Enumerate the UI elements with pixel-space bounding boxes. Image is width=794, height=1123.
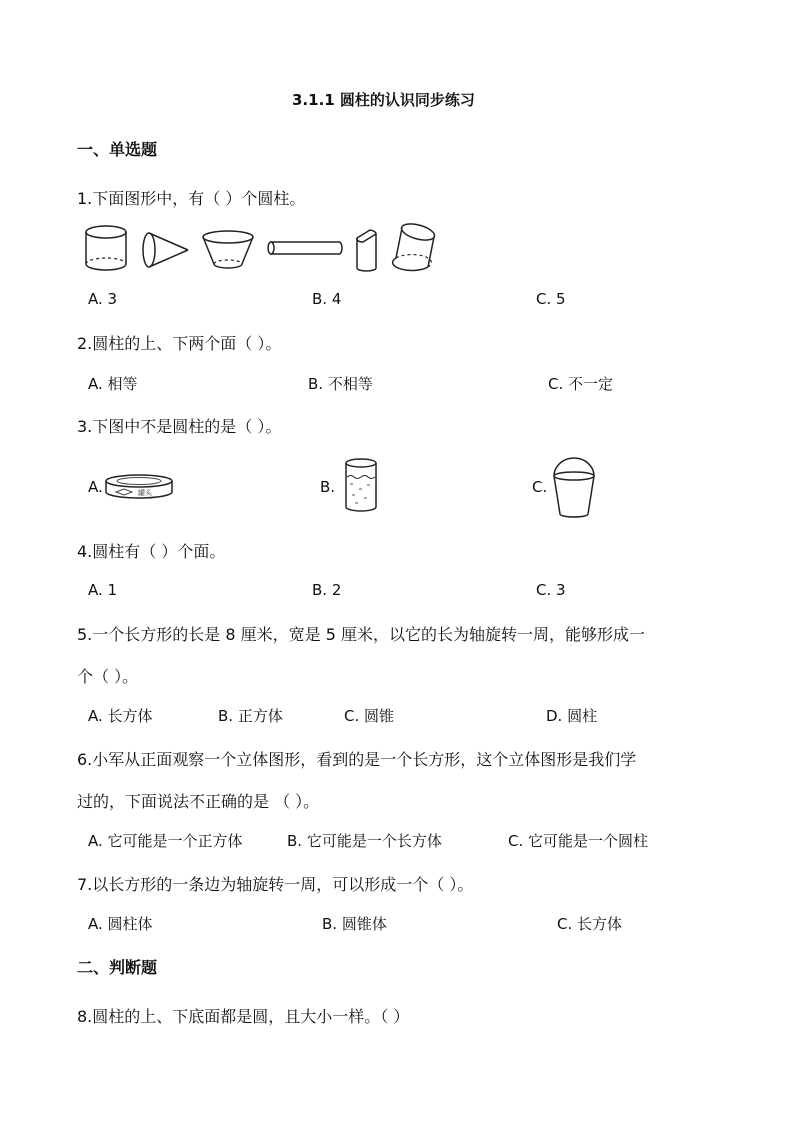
cone-icon [140, 230, 190, 270]
slanted-cut-cylinder-icon [352, 224, 382, 274]
question-2-option-a[interactable]: A. 相等 [88, 375, 138, 393]
question-5-option-d[interactable]: D. 圆柱 [546, 707, 598, 725]
bucket-icon [550, 456, 598, 520]
section-heading-true-false: 二、判断题 [77, 958, 158, 977]
question-6-option-b[interactable]: B. 它可能是一个长方体 [287, 832, 442, 850]
question-2-text: 2.圆柱的上、下两个面（ ）。 [77, 334, 282, 353]
question-5-option-a[interactable]: A. 长方体 [88, 707, 153, 725]
thin-rod-icon [266, 238, 344, 258]
question-7-option-a[interactable]: A. 圆柱体 [88, 915, 153, 933]
tilted-cylinder-icon [392, 222, 440, 274]
question-5-option-c[interactable]: C. 圆锥 [344, 707, 395, 725]
tape-roll-label: 罐头 [138, 489, 152, 497]
question-3-text: 3.下图中不是圆柱的是（ ）。 [77, 417, 282, 436]
section-heading-single-choice: 一、单选题 [77, 140, 158, 159]
question-3-option-a[interactable]: A. [88, 478, 103, 496]
question-7-option-b[interactable]: B. 圆锥体 [322, 915, 387, 933]
question-1-text: 1.下面图形中，有（ ）个圆柱。 [77, 189, 306, 208]
question-5-option-b[interactable]: B. 正方体 [218, 707, 283, 725]
question-4-text: 4.圆柱有（ ）个面。 [77, 542, 226, 561]
frustum-bowl-icon [201, 230, 256, 270]
question-5-text-line-2: 个（ ）。 [77, 667, 139, 686]
question-1-option-b[interactable]: B. 4 [312, 290, 342, 308]
question-4-option-c[interactable]: C. 3 [536, 581, 566, 599]
question-6-option-c[interactable]: C. 它可能是一个圆柱 [508, 832, 649, 850]
water-glass-icon [342, 457, 380, 515]
question-2-option-b[interactable]: B. 不相等 [308, 375, 373, 393]
question-3-option-b[interactable]: B. [320, 478, 336, 496]
question-1-option-c[interactable]: C. 5 [536, 290, 566, 308]
question-3-option-c[interactable]: C. [532, 478, 548, 496]
question-2-option-c[interactable]: C. 不一定 [548, 375, 614, 393]
page-title: 3.1.1 圆柱的认识同步练习 [292, 91, 475, 109]
question-4-option-a[interactable]: A. 1 [88, 581, 118, 599]
tape-roll-icon [102, 472, 176, 502]
question-4-option-b[interactable]: B. 2 [312, 581, 342, 599]
question-8-text: 8.圆柱的上、下底面都是圆，且大小一样。（ ） [77, 1007, 410, 1026]
question-6-text-line-2: 过的，下面说法不正确的是 （ ）。 [77, 792, 320, 811]
question-7-text: 7.以长方形的一条边为轴旋转一周，可以形成一个（ ）。 [77, 875, 474, 894]
question-6-text-line-1: 6.小军从正面观察一个立体图形，看到的是一个长方形，这个立体图形是我们学 [77, 750, 637, 769]
question-6-option-a[interactable]: A. 它可能是一个正方体 [88, 832, 243, 850]
question-1-option-a[interactable]: A. 3 [88, 290, 118, 308]
question-7-option-c[interactable]: C. 长方体 [557, 915, 623, 933]
cylinder-icon [84, 224, 128, 272]
question-5-text-line-1: 5.一个长方形的长是 8 厘米，宽是 5 厘米，以它的长为轴旋转一周，能够形成一 [77, 625, 645, 644]
